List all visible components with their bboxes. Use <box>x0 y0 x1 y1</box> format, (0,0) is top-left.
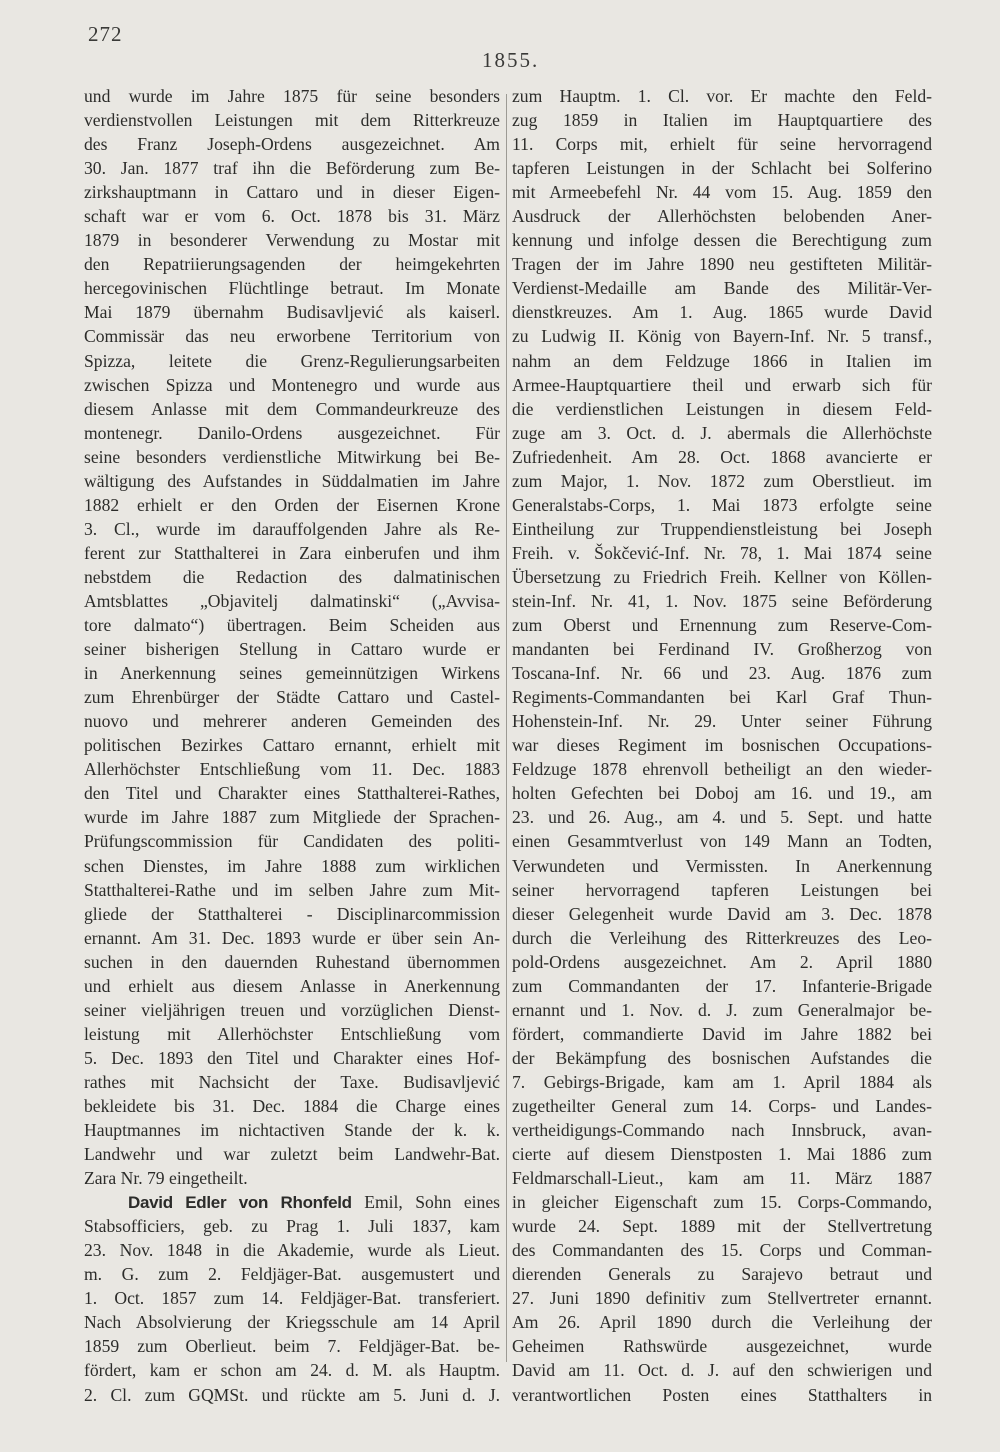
text-line: tore dalmato“) übertragen. Beim Scheiden aus <box>84 615 500 636</box>
text-line: vertheidigungs-Commando nach Innsbruck, avan- <box>512 1120 932 1141</box>
text-line: Zufriedenheit. Am 28. Oct. 1868 avancierte er <box>512 446 932 467</box>
text-line: und wurde im Jahre 1875 für seine besonders <box>84 86 500 106</box>
entry-heading-rest: Emil, Sohn eines <box>351 1192 500 1213</box>
text-line: Feldmarschall-Lieut., kam am 11. März 1887 <box>512 1168 932 1189</box>
text-line: pold-Ordens ausgezeichnet. Am 2. April 1880 <box>512 951 932 972</box>
text-line: und erhielt aus diesem Anlasse in Anerkennung <box>84 975 500 996</box>
text-line: stein-Inf. Nr. 41, 1. Nov. 1875 seine Beförderung <box>512 590 932 611</box>
text-line: war dieses Regiment im bosnischen Occupations- <box>512 735 932 756</box>
text-line: zum Ehrenbürger der Städte Cattaro und Castel- <box>84 687 500 708</box>
text-line: Stabsofficiers, geb. zu Prag 1. Juli 1837, kam <box>84 1216 500 1237</box>
text-line: der Bekämpfung des bosnischen Aufstandes die <box>512 1047 932 1068</box>
text-line: Hauptmannes im nichtactiven Stande der k. k. <box>84 1120 500 1141</box>
text-line: in gleicher Eigenschaft zum 15. Corps-Commando, <box>512 1192 932 1213</box>
text-line: Tragen der im Jahre 1890 neu gestifteten Militär- <box>512 254 932 275</box>
text-line: Commissär das neu erworbene Territorium von <box>84 326 500 347</box>
text-line: 30. Jan. 1877 traf ihn die Beförderung zum Be- <box>84 158 500 179</box>
text-line: fördert, commandierte David im Jahre 1882 bei <box>512 1023 932 1044</box>
text-line: Hohenstein-Inf. Nr. 29. Unter seiner Führung <box>512 711 932 732</box>
text-line: bekleidete bis 31. Dec. 1884 die Charge eines <box>84 1095 500 1116</box>
page-number: 272 <box>88 22 123 46</box>
text-line: Mai 1879 übernahm Budisavljević als kaiserl. <box>84 302 500 323</box>
text-line: des Commandanten des 15. Corps und Comman- <box>512 1240 932 1261</box>
text-line: 7. Gebirgs-Brigade, kam am 1. April 1884 als <box>512 1071 932 1092</box>
text-line: gliede der Statthalterei - Disciplinarcommission <box>84 903 500 924</box>
text-line: montenegr. Danilo-Ordens ausgezeichnet. Für <box>84 422 500 443</box>
text-line: Freih. v. Šokčević-Inf. Nr. 78, 1. Mai 1874 seine <box>512 542 932 563</box>
text-line: Eintheilung zur Truppendienstleistung bei Joseph <box>512 518 932 539</box>
text-line: zwischen Spizza und Montenegro und wurde aus <box>84 374 500 395</box>
text-line: des Franz Joseph-Ordens ausgezeichnet. Am <box>84 134 500 155</box>
text-line: Toscana-Inf. Nr. 66 und 23. Aug. 1876 zum <box>512 663 932 684</box>
text-line: Spizza, leitete die Grenz-Regulierungsarbeiten <box>84 350 500 371</box>
text-line: dienstkreuzes. Am 1. Aug. 1865 wurde David <box>512 302 932 323</box>
text-line: 1. Oct. 1857 zum 14. Feldjäger-Bat. transferiert. <box>84 1288 500 1309</box>
left-column <box>84 84 500 1405</box>
text-line: tapferen Leistungen in der Schlacht bei Solferino <box>512 158 932 179</box>
text-line: kennung und infolge dessen die Berechtigung zum <box>512 230 932 251</box>
text-line: mit Armeebefehl Nr. 44 vom 15. Aug. 1859 den <box>512 182 932 203</box>
text-line: nuovo und mehrerer anderen Gemeinden des <box>84 711 500 732</box>
entry-name: David Edler von Rhonfeld <box>128 1193 352 1213</box>
text-line: wurde im Jahre 1887 zum Mitgliede der Sprachen- <box>84 807 500 828</box>
text-line: zum Commandanten der 17. Infanterie-Brigade <box>512 975 932 996</box>
text-line: 1859 zum Oberlieut. beim 7. Feldjäger-Bat. be- <box>84 1336 500 1357</box>
text-line: zirkshauptmann in Cattaro und in dieser Eigen- <box>84 182 500 203</box>
text-line: Feldzuge 1878 ehrenvoll betheiligt an den wieder- <box>512 759 932 780</box>
text-line: seiner vieljährigen treuen und vorzüglichen Dienst- <box>84 999 500 1020</box>
text-line: Verdienst-Medaille am Bande des Militär-Ver- <box>512 278 932 299</box>
text-line: 11. Corps mit, erhielt für seine hervorragend <box>512 134 932 155</box>
text-line: zug 1859 in Italien im Hauptquartiere des <box>512 110 932 131</box>
text-line: 3. Cl., wurde im darauffolgenden Jahre als Re- <box>84 518 500 539</box>
text-line: zum Hauptm. 1. Cl. vor. Er machte den Feld- <box>512 86 932 106</box>
text-line: ernannt und 1. Nov. d. J. zum Generalmajor be- <box>512 999 932 1020</box>
text-line: zuge am 3. Oct. d. J. abermals die Allerhöchste <box>512 422 932 443</box>
text-line: ernannt. Am 31. Dec. 1893 wurde er über sein An- <box>84 927 500 948</box>
text-line: Verwundeten und Vermissten. In Anerkennung <box>512 855 932 876</box>
right-column <box>512 84 932 1405</box>
text-line: Am 26. April 1890 durch die Verleihung der <box>512 1312 932 1333</box>
text-line: Übersetzung zu Friedrich Freih. Kellner von Köllen- <box>512 566 932 587</box>
text-line: m. G. zum 2. Feldjäger-Bat. ausgemustert und <box>84 1264 500 1285</box>
text-line: 2. Cl. zum GQMSt. und rückte am 5. Juni d. J. <box>84 1384 500 1405</box>
text-line: Armee-Hauptquartiere theil und erwarb sich für <box>512 374 932 395</box>
text-line: einen Gesammtverlust von 149 Mann an Todten, <box>512 831 932 852</box>
text-line: fördert, kam er schon am 24. d. M. als Hauptm. <box>84 1360 500 1381</box>
text-line: zugetheilter General zum 14. Corps- und Landes- <box>512 1095 932 1116</box>
text-line: David am 11. Oct. d. J. auf den schwierigen und <box>512 1360 932 1381</box>
text-line: verdienstvollen Leistungen mit dem Ritterkreuze <box>84 110 500 131</box>
text-line: rathes mit Nachsicht der Taxe. Budisavljević <box>84 1071 500 1092</box>
text-line: Nach Absolvierung der Kriegsschule am 14 April <box>84 1312 500 1333</box>
text-line: Regiments-Commandanten bei Karl Graf Thun- <box>512 687 932 708</box>
text-line: Prüfungscommission für Candidaten des politi- <box>84 831 500 852</box>
text-line: wältigung des Aufstandes in Süddalmatien im Jahre <box>84 470 500 491</box>
text-line: zu Ludwig II. König von Bayern-Inf. Nr. 5 transf., <box>512 326 932 347</box>
text-line: politischen Bezirkes Cattaro ernannt, erhielt mit <box>84 735 500 756</box>
column-divider <box>506 94 507 1362</box>
text-line: wurde 24. Sept. 1889 mit der Stellvertretung <box>512 1216 932 1237</box>
text-line: 1882 erhielt er den Orden der Eisernen Krone <box>84 494 500 515</box>
text-line: seiner hervorragend tapferen Leistungen bei <box>512 879 932 900</box>
text-line: schaft war er vom 6. Oct. 1878 bis 31. März <box>84 206 500 227</box>
text-line: die verdienstlichen Leistungen in diesem Feld- <box>512 398 932 419</box>
text-line: 23. und 26. Aug., am 4. und 5. Sept. und hatte <box>512 807 932 828</box>
text-line: suchen in den dauernden Ruhestand übernommen <box>84 951 500 972</box>
text-line: 1879 in besonderer Verwendung zu Mostar mit <box>84 230 500 251</box>
text-line: cierte auf diesem Dienstposten 1. Mai 1886 zum <box>512 1144 932 1165</box>
entry-heading-line <box>84 1190 500 1214</box>
running-head-year: 1855. <box>482 48 540 72</box>
text-line: den Repatriierungsagenden der heimgekehrten <box>84 254 500 275</box>
text-line: seine besonders verdienstliche Mitwirkung bei Be- <box>84 446 500 467</box>
text-line: diesem Anlasse mit dem Commandeurkreuze des <box>84 398 500 419</box>
text-line: nebstdem die Redaction des dalmatinischen <box>84 566 500 587</box>
text-line: Landwehr und war zuletzt beim Landwehr-Bat. <box>84 1144 500 1165</box>
text-line: den Titel und Charakter eines Statthalterei-Rathes, <box>84 783 500 804</box>
text-line: nahm an dem Feldzuge 1866 in Italien im <box>512 350 932 371</box>
text-line: Ausdruck der Allerhöchsten belobenden Aner- <box>512 206 932 227</box>
text-line: durch die Verleihung des Ritterkreuzes des Leo- <box>512 927 932 948</box>
text-line: Zara Nr. 79 eingetheilt. <box>84 1168 248 1189</box>
text-line: 23. Nov. 1848 in die Akademie, wurde als Lieut. <box>84 1240 500 1261</box>
text-line: Allerhöchster Entschließung vom 11. Dec. 1883 <box>84 759 500 780</box>
text-line: holten Gefechten bei Doboj am 16. und 19., am <box>512 783 932 804</box>
text-line: leistung mit Allerhöchster Entschließung vom <box>84 1023 500 1044</box>
text-line: zum Major, 1. Nov. 1872 zum Oberstlieut. im <box>512 470 932 491</box>
text-line: 5. Dec. 1893 den Titel und Charakter eines Hof- <box>84 1047 500 1068</box>
text-line: mandanten bei Ferdinand IV. Großherzog von <box>512 639 932 660</box>
text-line: Geheimen Rathswürde ausgezeichnet, wurde <box>512 1336 932 1357</box>
text-line: ferent zur Statthalterei in Zara einberufen und ihm <box>84 542 500 563</box>
text-line: in Anerkennung seines gemeinnützigen Wirkens <box>84 663 500 684</box>
text-line: dieser Gelegenheit wurde David am 3. Dec. 1878 <box>512 903 932 924</box>
text-line: 27. Juni 1890 definitiv zum Stellvertreter ernannt. <box>512 1288 932 1309</box>
text-line: Statthalterei-Rathe und im selben Jahre zum Mit- <box>84 879 500 900</box>
text-line: schen Dienstes, im Jahre 1888 zum wirklichen <box>84 855 500 876</box>
text-line: verantwortlichen Posten eines Statthalters in <box>512 1384 932 1405</box>
text-line: Generalstabs-Corps, 1. Mai 1873 erfolgte seine <box>512 494 932 515</box>
text-line: dierenden Generals zu Sarajevo betraut und <box>512 1264 932 1285</box>
text-line: zum Oberst und Ernennung zum Reserve-Com- <box>512 615 932 636</box>
text-line: hercegovinischen Flüchtlinge betraut. Im Monate <box>84 278 500 299</box>
text-line: seiner bisherigen Stellung in Cattaro wurde er <box>84 639 500 660</box>
text-line: Amtsblattes „Objavitelj dalmatinski“ („Avvisa- <box>84 590 500 611</box>
